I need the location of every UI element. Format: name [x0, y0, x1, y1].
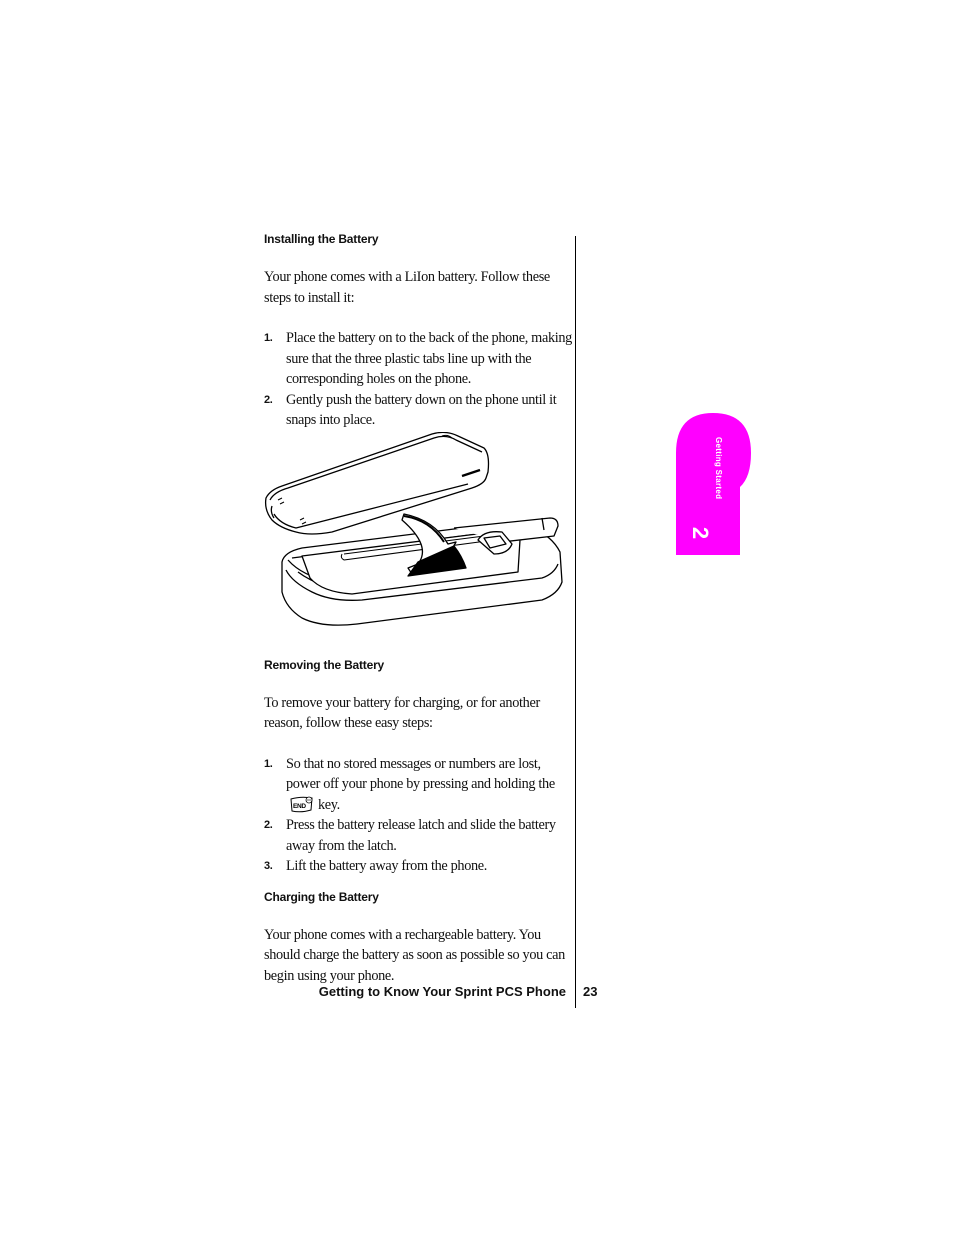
removing-heading: Removing the Battery	[264, 657, 385, 672]
list-item	[264, 328, 572, 390]
removing-intro: To remove your battery for charging, or for another reason, follow these easy steps:	[264, 694, 540, 731]
list-item	[264, 815, 572, 856]
list-item	[264, 754, 572, 816]
installing-steps	[264, 328, 572, 431]
step-text-after: key.	[318, 796, 340, 813]
step-text: Press the battery release latch and slide the battery away from the latch.	[286, 817, 556, 854]
step-number: 2.	[264, 393, 273, 406]
column-divider	[575, 236, 576, 1008]
chapter-tab-label: Getting Started	[714, 437, 723, 500]
list-item	[264, 390, 572, 431]
step-number: 1.	[264, 332, 273, 344]
charging-intro: Your phone comes with a rechargeable battery. You should charge the battery as soon as possible so you can begin using your phone.	[264, 926, 565, 984]
end-key-label: END	[293, 802, 306, 810]
charging-heading: Charging the Battery	[264, 889, 379, 904]
battery-install-illustration	[262, 432, 566, 628]
installing-intro: Your phone comes with a LiIon battery. Follow these steps to install it:	[264, 269, 550, 306]
step-text: Place the battery on to the back of the phone, making sure that the three plastic tabs line up with the corresponding holes on the phone.	[286, 330, 572, 387]
list-item	[264, 856, 572, 877]
end-key-icon	[289, 796, 314, 813]
page-number: 23	[583, 984, 598, 999]
step-text-before: So that no stored messages or numbers are lost, power off your phone by pressing and holding the	[286, 755, 555, 792]
removing-steps	[264, 754, 572, 877]
step-text: Gently push the battery down on the phone until it snaps into place.	[286, 391, 557, 428]
installing-heading: Installing the Battery	[264, 232, 379, 246]
step-number: 3.	[264, 860, 273, 872]
footer-title: Getting to Know Your Sprint PCS Phone	[318, 984, 566, 999]
step-number: 1.	[264, 757, 273, 770]
chapter-tab-number: 2	[688, 526, 714, 540]
step-number: 2.	[264, 819, 273, 831]
step-text: Lift the battery away from the phone.	[286, 858, 488, 874]
